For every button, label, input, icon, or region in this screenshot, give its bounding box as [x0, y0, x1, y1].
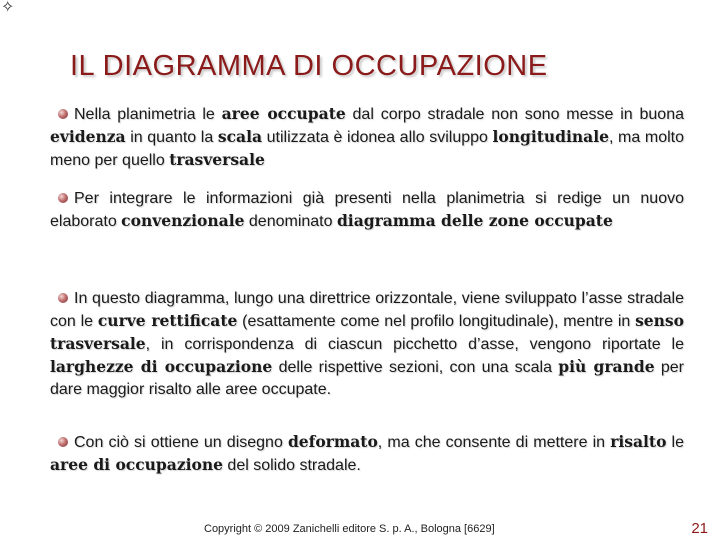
keyword-text: curve rettificate [97, 311, 238, 330]
bullet-icon [58, 293, 68, 303]
keyword-text: longitudinale [492, 127, 609, 146]
keyword-text: evidenza [50, 127, 126, 146]
keyword-text: larghezze di occupazione [50, 357, 273, 376]
paragraph-text: Nella planimetria le [74, 106, 222, 123]
paragraph-text: utilizzata è idonea allo sviluppo [262, 129, 493, 146]
paragraph-text: , ma molto meno per quello [50, 129, 685, 169]
bullet-paragraph-3 [50, 288, 684, 401]
keyword-text: più grande [558, 357, 655, 376]
paragraph-text: (esattamente come nel profilo longitudinale), mentre in [237, 313, 636, 330]
paragraph-text: In questo diagramma, lungo una direttrice orizzontale, viene sviluppato l’asse stradale con le [50, 290, 684, 330]
paragraph-text: Per integrare le informazioni già presenti nella planimetria si redige un nuovo elaborato [50, 190, 684, 230]
keyword-text: trasversale [169, 150, 265, 169]
copyright-footer: Copyright © 2009 Zanichelli editore S. p. A., Bologna [6629] [204, 523, 495, 535]
bullet-icon [58, 109, 68, 119]
paragraph-text: Con ciò si ottiene un disegno [74, 434, 288, 451]
paragraph-text: per dare maggior risalto alle aree occupate. [50, 359, 684, 398]
paragraph-text: denominato [244, 213, 337, 230]
bullet-icon [58, 193, 68, 203]
bullet-paragraph-1 [50, 103, 684, 172]
corner-star-icon: ✧ [1, 0, 15, 16]
keyword-text: deformato [287, 432, 378, 451]
bullet-paragraph-2 [50, 188, 684, 233]
slide-title: IL DIAGRAMMA DI OCCUPAZIONE [70, 50, 548, 82]
bullet-icon [58, 437, 68, 447]
paragraph-text: delle rispettive sezioni, con una scala [272, 359, 559, 376]
paragraph-text: le [666, 434, 684, 451]
keyword-text: diagramma delle zone occupate [336, 211, 613, 230]
page-number: 21 [691, 520, 708, 537]
bullet-paragraph-4 [50, 431, 684, 477]
paragraph-text: in quanto la [125, 129, 218, 146]
keyword-text: senso trasversale [50, 311, 684, 353]
keyword-text: aree di occupazione [50, 455, 223, 474]
keyword-text: convenzionale [121, 211, 245, 230]
paragraph-text: dal corpo stradale non sono messe in buona [345, 106, 684, 123]
paragraph-text: , ma che consente di mettere in [377, 434, 611, 451]
keyword-text: risalto [610, 432, 667, 451]
paragraph-text: del solido stradale. [222, 457, 361, 474]
keyword-text: scala [217, 127, 263, 146]
paragraph-text: , in corrispondenza di ciascun picchetto d’asse, vengono riportate le [145, 336, 684, 353]
keyword-text: aree occupate [221, 104, 346, 123]
